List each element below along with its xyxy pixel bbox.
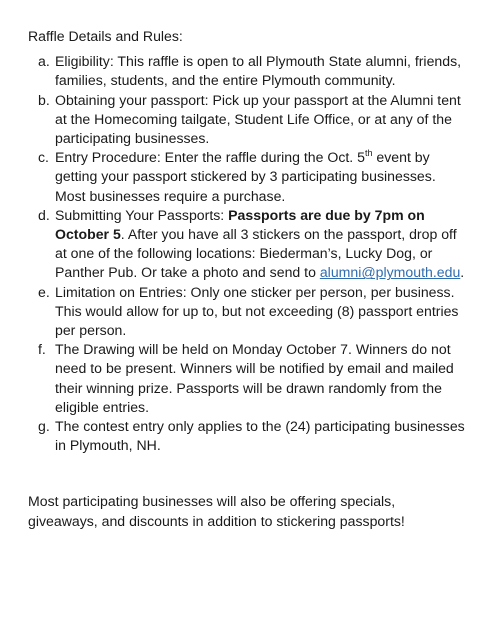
rule-marker: e.	[38, 283, 50, 300]
rule-text-end: .	[460, 264, 465, 281]
rule-text: Entry Procedure: Enter the raffle during the Oct. 5	[55, 149, 365, 166]
rule-marker: a.	[38, 53, 50, 70]
rule-text: The contest entry only applies to the (24) participating businesses in Plymouth, NH.	[55, 418, 465, 454]
rule-text: Obtaining your passport: Pick up your passport at the Alumni tent at the Homecoming tailgate, Student Life Office, or at any of the participating businesses.	[55, 91, 461, 147]
rule-text-continued: event by getting your passport stickered by 3 participating businesses. Most businesses require a purchase.	[55, 149, 436, 204]
rule-marker: b.	[38, 91, 50, 108]
rule-text: Submitting Your Passports:	[55, 206, 229, 223]
rule-marker: d.	[38, 206, 50, 223]
rule-text: Limitation on Entries: Only one sticker per person, per business. This would allow for up to, but not exceeding (8) passport entries per person.	[55, 283, 459, 339]
rule-marker: c.	[38, 149, 49, 166]
rules-list	[28, 52, 468, 455]
rule-obtaining-passport	[28, 91, 468, 149]
rule-text-continued: . After you have all 3 stickers on the passport, drop off at one of the following locations: Biederman’s, Lucky Dog, or Panther Pub. Or take a photo and send to	[55, 226, 457, 281]
rule-eligibility	[28, 52, 468, 90]
rule-marker: f.	[38, 341, 46, 358]
rule-text: The Drawing will be held on Monday October 7. Winners do not need to be present. Winners will be notified by email and mailed their winning prize. Passports will be drawn randomly from the eligible entries.	[55, 341, 454, 415]
rule-entry-limitation	[28, 283, 468, 341]
rule-participating-businesses	[28, 417, 468, 455]
rule-marker: g.	[38, 418, 50, 435]
deadline-bold-text: Passports are due by 7pm on October 5	[55, 206, 425, 243]
rule-drawing	[28, 340, 468, 417]
rule-text: Eligibility: This raffle is open to all Plymouth State alumni, friends, families, students, and the entire Plymouth community.	[55, 53, 462, 89]
alumni-email-link[interactable]: alumni@plymouth.edu	[319, 264, 461, 281]
rule-submitting-passports	[28, 206, 468, 283]
ordinal-superscript: th	[364, 147, 373, 158]
footer-note: Most participating businesses will also be offering specials, giveaways, and discounts in addition to stickering passports!	[28, 493, 405, 529]
document-heading: Raffle Details and Rules:	[28, 28, 183, 44]
raffle-document	[28, 27, 468, 531]
rule-entry-procedure	[28, 148, 468, 206]
